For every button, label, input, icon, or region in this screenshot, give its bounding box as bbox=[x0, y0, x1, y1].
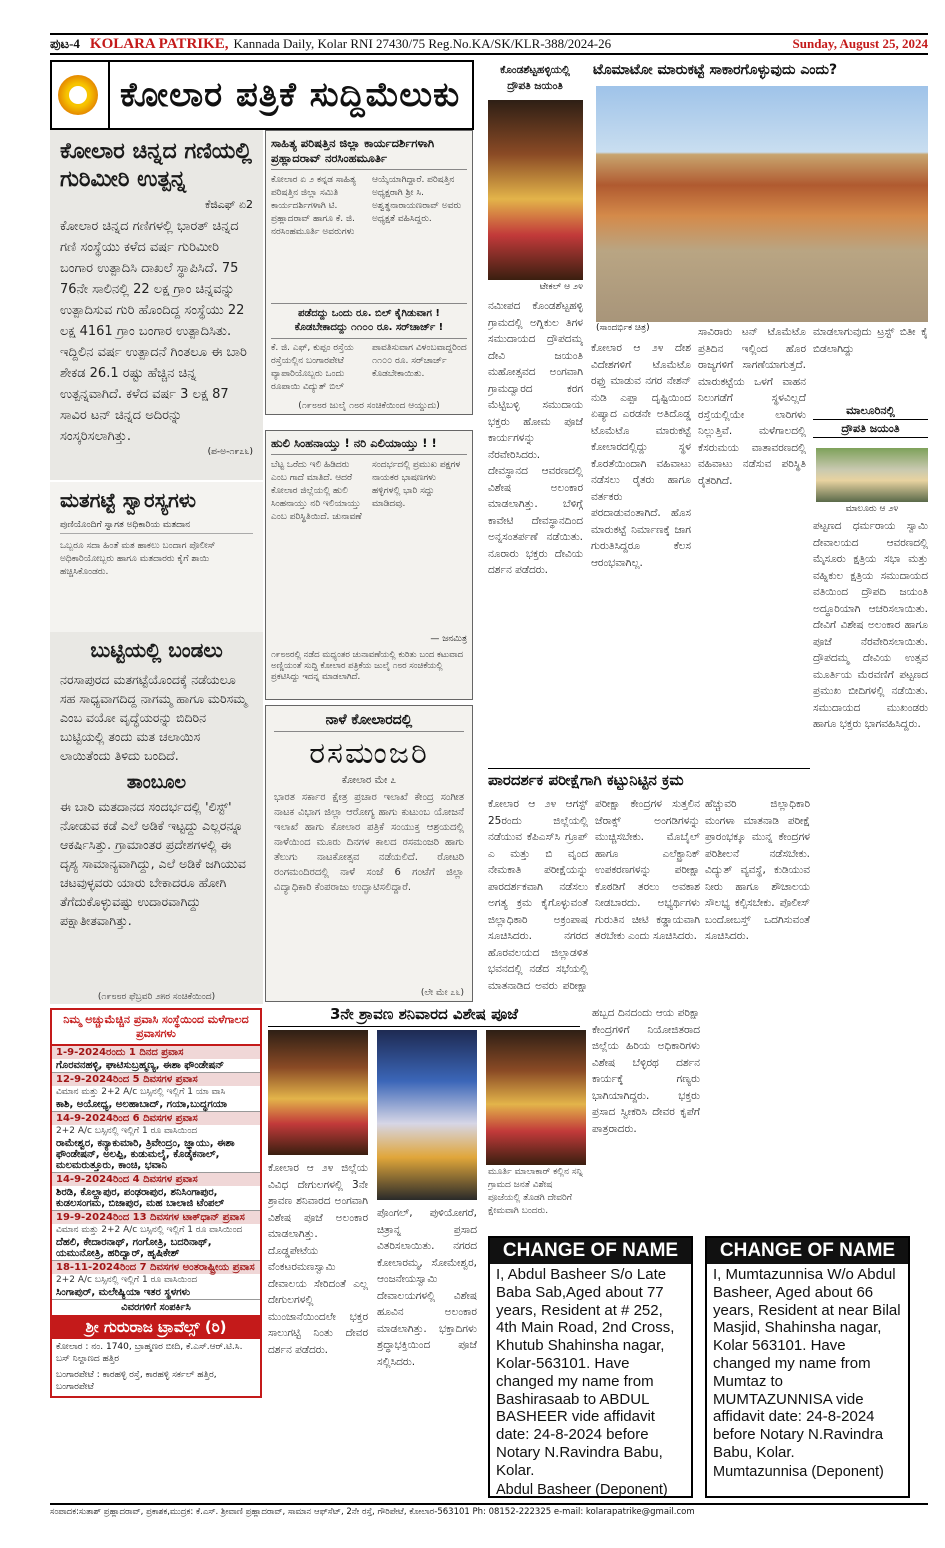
rasamanjari-clipping bbox=[265, 705, 473, 1002]
gold-mine-headline: ಕೋಲಾರ ಚಿನ್ನದ ಗಣಿಯಲ್ಲಿ ಗುರಿಮೀರಿ ಉತ್ಪನ್ನ bbox=[60, 139, 253, 192]
travel-trip-places: ರಾಮೇಶ್ವರ, ಕನ್ಯಾಕುಮಾರಿ, ತ್ರಿವೇಂದ್ರಂ, ಜ್ಞಾಯು, ಈಶಾ ಫೌಂಡೇಷನ್, ಅಲಪ್ಪಿ, ಕುಡುಮಲೈ, ಕೊಡೈಕನಾಲ್, ಮಲಮರುತ್ತೂರು, ಕಾಂಚಿ, ಭವಾನಿ bbox=[56, 1138, 235, 1171]
travel-trip bbox=[52, 1211, 260, 1261]
maluru-title-line2: ದ್ರೌಪತಿ ಜಯಂತಿ bbox=[813, 419, 928, 438]
travel-trip-date: 12-9-2024ರಿಂದ 5 ದಿವಸಗಳ ಪ್ರವಾಸ bbox=[52, 1073, 260, 1086]
travel-company-name: ಶ್ರೀ ಗುರುರಾಜ ಟ್ರಾವೆಲ್ಸ್ (ರಿ) bbox=[52, 1315, 260, 1339]
tambula-headline: ತಾಂಬೂಲ bbox=[126, 772, 187, 793]
con2-signature: Mumtazunnisa (Deponent) bbox=[713, 1463, 884, 1480]
rasamanjari-dateline: ಕೋಲಾರ ಮೇ ೭ bbox=[341, 775, 397, 786]
shravana-photo-2 bbox=[377, 1030, 477, 1200]
sahitya-caption: (೧೯೮೮ರ ಜುಲೈ ೧೮ರ ಸಂಚಿಕೆಯಿಂದ ಆಯ್ದುದು) bbox=[298, 401, 440, 411]
travel-trip-places: ದೆಹಲಿ, ಕೇದಾರನಾಥ್, ಗಂಗೋತ್ರಿ, ಬದರಿನಾಥ್, ಯಮುನೋತ್ರಿ, ಹರಿದ್ವಾರ್, ಹೃಷಿಕೇಶ್ bbox=[56, 1237, 212, 1259]
shravana-body-col2: ಪೊಂಗಲ್, ಪುಳಿಯೋಗರೆ, ಚಿತ್ರಾನ್ನ ಪ್ರಸಾದ ವಿತರಿಸಲಾಯಿತು. ನಗರದ ಕೋಲಾರಮ್ಮ, ಸೋಮೇಶ್ವರ, ಆಂಜನೇಯಸ್ವಾಮಿ ದೇವಾಲಯಗಳಲ್ಲಿ ವಿಶೇಷ ಹೂವಿನ ಅಲಂಕಾರ ಮಾಡಲಾಗಿತ್ತು. ಭಕ್ತಾದಿಗಳು ಶ್ರದ್ಧಾಭಕ್ತಿಯಿಂದ ಪೂಜೆ ಸಲ್ಲಿಸಿದರು. bbox=[377, 1207, 477, 1368]
polling-booth-headline: ಮತಗಟ್ಟೆ ಸ್ವಾರಸ್ಯಗಳು bbox=[60, 488, 197, 512]
travel-trip-info: ವಿಮಾನ ಮತ್ತು 2+2 A/c ಬಸ್ಸಿನಲ್ಲಿ ಇಲ್ಲಿಗೆ 1 ಯಾ ವಾಸಿ bbox=[56, 1087, 226, 1097]
draupadi-body: ನಮೀಪದ ಕೊಂಡಶೆಟ್ಟಹಳ್ಳಿ ಗ್ರಾಮದಲ್ಲಿ ಅಗ್ನಿಕುಲ ತಿಗಳ ಸಮುದಾಯದ ದ್ರೌಪದಮ್ಮ ದೇವಿ ಜಯಂತಿ ಮಹೋತ್ಸವದ ಅಂಗವಾಗಿ ಗ್ರಾಮದ್ವಾರದ ಕರಗ ಮೆಟ್ಟಿಬಳ್ಳಿ ಸಮುದಾಯ ಭಕ್ತರು ಹೋಮ ಪೂಜೆ ಕಾರ್ಯಗಳನ್ನು ನೆರವೇರಿಸಿದರು. ದೇವಸ್ಥಾನದ ಆವರಣದಲ್ಲಿ ವಿಶೇಷ ಅಲಂಕಾರ ಮಾಡಲಾಗಿತ್ತು. ಬೆಳಿಗ್ಗೆ ಕಾವೇಟಿ ದೇವಸ್ಥಾನದಿಂದ ಅನ್ನಸಂತರ್ಪಣೆ ನಡೆಯಿತು. ನೂರಾರು ಭಕ್ತರು ದೇವಿಯ ದರ್ಶನ ಪಡೆದರು. bbox=[488, 300, 583, 576]
polling-booth-article bbox=[50, 482, 263, 632]
draupadi-title bbox=[485, 62, 585, 98]
footer-text: ಸಂಪಾದಕ:ಸುತಾಶ್ ಪ್ರಹ್ಲಾದರಾವ್, ಪ್ರಕಾಶಕ,ಮುದ್ರಕ: ಕೆ.ಎಸ್. ಶ್ರೀವಾಣಿ ಪ್ರಹ್ಲಾದರಾವ್, ಸಾಮಾನ ಆಫ್‌ಸೆಟ್, 2ನೇ ರಸ್ತೆ, ಗೌರಿಪೇಟೆ, ಕೋಲಾರ-563101 Ph: 08152-222325 e-mail: kolarapatrike@gmail.com bbox=[50, 1507, 695, 1517]
travel-trip-places: ಕಾಶಿ, ಅಯೋಧ್ಯ, ಅಲಹಾಬಾದ್, ಗಯಾ,ಬುದ್ಧಗಯಾ bbox=[56, 1099, 227, 1110]
tiger-lion-body: ಬೆಟ್ಟ ಒರೆದು ಇಲಿ ಹಿಡಿದರು ಎಂಬ ಗಾದೆ ಮಾತಿದೆ. ಆದರೆ ಕೋಲಾರ ಜಿಲ್ಲೆಯಲ್ಲಿ ಹುಲಿ ಸಿಂಹನಾಯ್ತು ನರಿ ಇಲಿಯಾಯ್ತು ಎಂಬ ಪರಿಸ್ಥಿತಿಯಿದೆ. ಚುನಾವಣೆ ಸಂದರ್ಭದಲ್ಲಿ ಪ್ರಮುಖ ಪಕ್ಷಗಳ ನಾಯಕರ ಭಾಷಣಗಳು ಹಳ್ಳಿಗಳಲ್ಲಿ ಭಾರಿ ಸದ್ದು ಮಾಡಿದವು. bbox=[271, 460, 461, 522]
travel-trip-info: 2+2 A/c ಬಸ್ಸಿನಲ್ಲಿ ಇಲ್ಲಿಗೆ 1 ರೂ ವಾಸಿಯಿಂದ bbox=[56, 1275, 198, 1285]
con1-body: I, Abdul Basheer S/o Late Baba Sab,Aged about 77 years, Resident at # 252, 4th Main Road, 2nd Cross, Khutub Shahinsha nagar, Kolar-563101. Have changed my name from Bashirasaab to ABDUL BASHEER vide affidavit date: 24-8-2024 before Notary N.Ravindra Babu, Kolar. bbox=[496, 1266, 675, 1479]
polling-booth-body: ಒಬ್ಬರೂ ಸದಾ ಹಿಂತೆ ಮತ ಹಾಕಲು ಬಂದಾಗ ಪೊಲೀಸ್ ಅಧಿಕಾರಿಯೋಬ್ಬರು ಹಾಗೂ ಮತದಾರರು ಕೈಗೆ ಶಾಯಿ ಹಚ್ಚಿಸಿಕೊಂಡರು. bbox=[60, 541, 216, 577]
issue-date: Sunday, August 25, 2024 bbox=[792, 36, 928, 51]
sahitya-headline: ಸಾಹಿತ್ಯ ಪರಿಷತ್ತಿನ ಜಿಲ್ಲಾ ಕಾರ್ಯದರ್ಶಿಗಳಾಗಿ ಪ್ರಹ್ಲಾದರಾವ್ ನರಸಿಂಹಮೂರ್ತಿ bbox=[271, 136, 467, 170]
paper-subtitle: Kannada Daily, Kolar RNI 27430/75 Reg.No.KA/SK/KLR-388/2024-26 bbox=[233, 36, 612, 51]
travel-trip-places: ಗೊರವನಹಳ್ಳಿ, ಘಾಟಿಸುಬ್ರಹ್ಮಣ್ಯ, ಈಶಾ ಫೌಂಡೇಷನ್ bbox=[56, 1060, 225, 1071]
change-of-name-notice-1 bbox=[488, 1236, 693, 1498]
travel-address-2: ಬಂಗಾರಪೇಟೆ : ಕಾರಹಳ್ಳಿ ರಸ್ತೆ, ಕಾರಹಳ್ಳಿ ಸರ್ಕಲ್ ಹತ್ತಿರ, ಬಂಗಾರಪೇಟೆ bbox=[56, 1370, 217, 1392]
travel-trip-date: 1-9-2024ರಂದು 1 ದಿನದ ಪ್ರವಾಸ bbox=[52, 1046, 260, 1059]
rasamanjari-headline: ರಸಮಂಜರಿ bbox=[309, 736, 429, 771]
maluru-title bbox=[813, 402, 928, 442]
tambula-body: ಈ ಬಾರಿ ಮತದಾನದ ಸಂದರ್ಭದಲ್ಲಿ 'ಲಿಸ್ಟ್' ನೋಡುವ ಕಡೆ ಎಲೆ ಅಡಿಕೆ ಇಟ್ಟದ್ದು ಎಲ್ಲರನ್ನೂ ಆಕರ್ಷಿಸಿತ್ತು. ಗ್ರಾಮಾಂತರ ಪ್ರದೇಶಗಳಲ್ಲಿ ಈ ದೃಶ್ಯ ಸಾಮಾನ್ಯವಾಗಿದ್ದು, ಎಲೆ ಅಡಿಕೆ ಜಗಿಯುವ ಚಟವುಳ್ಳವರು ಯಾರು ಬೇಕಾದರೂ ಹೋಗಿ ತೆಗೆದುಕೊಳ್ಳುವಷ್ಟು ಉದಾರವಾಗಿದ್ದು ಪಕ್ಷಾತೀತವಾಗಿತ್ತು. bbox=[60, 799, 246, 928]
rasamanjari-kicker: ನಾಳೆ ಕೋಲಾರದಲ್ಲಿ bbox=[274, 712, 464, 732]
travel-trip-date: 14-9-2024ರಿಂದ 6 ದಿವಸಗಳ ಪ್ರವಾಸ bbox=[52, 1112, 260, 1125]
travel-ad-heading: ನಿಮ್ಮ ಅಚ್ಚುಮೆಚ್ಚಿನ ಪ್ರವಾಸಿ ಸಂಸ್ಥೆಯಿಂದ ಮಳೆಗಾಲದ ಪ್ರವಾಸಗಳು bbox=[52, 1010, 260, 1046]
travel-trip-date: 18-11-2024ರಿಂದ 7 ದಿವಸಗಳ ಅಂತರಾಷ್ಟ್ರೀಯ ಪ್ರವಾಸ bbox=[52, 1261, 260, 1274]
travel-address-1: ಕೋಲಾರ : ನಂ. 1740, ಬ್ರಾಹ್ಮಣರ ಬೀದಿ, ಕೆ.ಎಸ್.ಆರ್.ಟಿ.ಸಿ. ಬಸ್ ನಿಲ್ದಾಣದ ಹತ್ತಿರ bbox=[56, 1342, 243, 1364]
draupadi-photo-caption: ಟೇಕಲ್ ಆ ೨೪ bbox=[539, 282, 583, 292]
paper-name: KOLARA PATRIKE, bbox=[89, 35, 229, 52]
basket-headline: ಬುಟ್ಟಿಯಲ್ಲಿ ಬಂಡಲು bbox=[90, 638, 223, 662]
travel-trip bbox=[52, 1112, 260, 1173]
tomato-body-col1: ಕೋಲಾರ ಆ ೨೪ ದೇಶ ವಿದೇಶಗಳಿಗೆ ಟೊಮೆಟೊ ರಫ್ತು ಮಾಡುವ ನಗರ ನೇಶನ್ ನುಡಿ ಎಪ್ಪಾ ದೃಷ್ಟಿಯಿಂದ ಏಷ್ಯಾದ ಎರಡನೇ ಅತಿದೊಡ್ಡ ಟೊಮೆಟೊ ಮಾರುಕಟ್ಟೆ ಕೋಲಾರದಲ್ಲಿದ್ದು ಸ್ಥಳ ಕೊರತೆಯಿಂದಾಗಿ ವಹಿವಾಟು ನಡೆಸಲು ರೈತರು ಹಾಗೂ ವರ್ತಕರು ಪರದಾಡುವಂತಾಗಿದೆ. ಹೊಸ ಮಾರುಕಟ್ಟೆ ನಿರ್ಮಾಣಕ್ಕೆ ಜಾಗ ಗುರುತಿಸಿದ್ದರೂ ಕೆಲಸ ಆರಂಭವಾಗಿಲ್ಲ. bbox=[591, 342, 691, 569]
maluru-title-line1: ಮಾಲೂರಿನಲ್ಲಿ bbox=[846, 404, 895, 417]
travel-trip bbox=[52, 1261, 260, 1300]
shravana-body-col1: ಕೋಲಾರ ಆ ೨೪ ಜಿಲ್ಲೆಯ ವಿವಿಧ ದೇಗುಲಗಳಲ್ಲಿ 3ನೇ ಶ್ರಾವಣ ಶನಿವಾರದ ಅಂಗವಾಗಿ ವಿಶೇಷ ಪೂಜೆ ಅಲಂಕಾರ ಮಾಡಲಾಗಿತ್ತು. ದೊಡ್ಡಪೇಟೆಯ ವೆಂಕಟರಮಣಸ್ವಾಮಿ ದೇವಾಲಯ ಸೇರಿದಂತೆ ಎಲ್ಲ ದೇಗುಲಗಳಲ್ಲಿ ಮುಂಜಾನೆಯಿಂದಲೇ ಭಕ್ತರ ಸಾಲುಗಟ್ಟಿ ನಿಂತು ದೇವರ ದರ್ಶನ ಪಡೆದರು. bbox=[268, 1162, 368, 1356]
tiger-lion-byline: — ಜನಮಿತ್ರ bbox=[430, 634, 467, 644]
page-number: ಪುಟ-4 bbox=[50, 36, 80, 51]
maluru-photo-caption: ಮಾಲೂರು ಆ ೨೪ bbox=[845, 504, 899, 514]
basket-body: ನರಸಾಪುರದ ಮತಗಟ್ಟೆಯೊಂದಕ್ಕೆ ನಡೆಯಲೂ ಸಹ ಸಾಧ್ಯವಾಗದಿದ್ದ ನಾಗಮ್ಮ ಹಾಗೂ ಮರಿಸಮ್ಮ ಎಂಬ ವಯೋ ವೃದ್ಧೆಯರನ್ನು ಬಿದಿರಿನ ಬುಟ್ಟಿಯಲ್ಲಿ ತಂದು ಮತ ಚಲಾಯಿಸ ಲಾಯಿತೆಂದು ತಿಳಿದು ಬಂದಿದೆ. bbox=[60, 672, 247, 763]
rasamanjari-body: ಭಾರತ ಸರ್ಕಾರ ಕ್ಷೇತ್ರ ಪ್ರಚಾರ ಇಲಾಖೆ ಕೇಂದ್ರ ಸಂಗೀತ ನಾಟಕ ವಿಭಾಗ ಜಿಲ್ಲಾ ಆರೋಗ್ಯ ಹಾಗು ಕುಟುಂಬ ಯೋಜನೆ ಇಲಾಖೆ ಹಾಗು ಕೋಲಾರ ಪತ್ರಿಕೆ ಸಂಯುಕ್ತ ಆಶ್ರಯದಲ್ಲಿ ನಾಳೆಯಿಂದ ಮೂರು ದಿನಗಳ ಕಾಲದ ರಸಮಂಜರಿ ಹಾಗು ತೆಲುಗು ನಾಟಕೋತ್ಸವ ನಡೆಯಲಿದೆ. ರೋಟರಿ ರಂಗಮಂದಿರದಲ್ಲಿ ನಾಳೆ ಸಂಜೆ 6 ಗಂಟೆಗೆ ಜಿಲ್ಲಾ ವಿದ್ಯಾಧಿಕಾರಿ ಕೆಂಪರಾಜು ಉದ್ಘಾಟಿಸಲಿದ್ದಾರೆ. bbox=[274, 792, 464, 893]
exam-body-col3: ಹೆಚ್ಚುವರಿ ಜಿಲ್ಲಾಧಿಕಾರಿ ಮಂಗಳಾ ಮಾತನಾಡಿ ಪರೀಕ್ಷೆ ಪ್ರಾರಂಭಕ್ಕೂ ಮುನ್ನ ಕೇಂದ್ರಗಳ ಪರಿಶೀಲನೆ ನಡೆಸಬೇಕು. ವಿದ್ಯುತ್ ವ್ಯವಸ್ಥೆ, ಕುಡಿಯುವ ನೀರು ಹಾಗೂ ಶೌಚಾಲಯ ಸೌಲಭ್ಯ ಕಲ್ಪಿಸಬೇಕು. ಪೊಲೀಸ್ ಬಂದೋಬಸ್ತ್ ಒದಗಿಸುವಂತೆ ಸೂಚಿಸಿದರು. bbox=[705, 798, 810, 942]
tomato-body-col2: ಸಾವಿರಾರು ಟನ್ ಟೊಮೆಟೊ ಪ್ರತಿದಿನ ಇಲ್ಲಿಂದ ಹೊರ ರಾಜ್ಯಗಳಿಗೆ ಸಾಗಣೆಯಾಗುತ್ತದೆ. ಮಾರುಕಟ್ಟೆಯ ಒಳಗೆ ವಾಹನ ನಿಲುಗಡೆಗೆ ಸ್ಥಳವಿಲ್ಲದೆ ರಸ್ತೆಯಲ್ಲಿಯೇ ಲಾರಿಗಳು ನಿಲ್ಲುತ್ತಿವೆ. ಮಳೆಗಾಲದಲ್ಲಿ ಕೆಸರುಮಯ ವಾತಾವರಣದಲ್ಲಿ ವಹಿವಾಟು ನಡೆಸುವ ಪರಿಸ್ಥಿತಿ ರೈತರಿಗಿದೆ. bbox=[698, 326, 806, 487]
tomato-photo-caption: (ಸಾಂದರ್ಭಿಕ ಚಿತ್ರ) bbox=[596, 323, 650, 333]
masthead bbox=[50, 60, 474, 130]
travel-trip bbox=[52, 1046, 260, 1073]
gold-mine-endmark: (ಪ-ಅ-೧೯೭೬) bbox=[207, 447, 253, 457]
rasamanjari-caption: (ಲೇ ಮೇ ೭೬) bbox=[420, 988, 464, 998]
draupadi-title-line2: ದ್ರೌಪತಿ ಜಯಂತಿ bbox=[507, 80, 563, 92]
travel-trip-places: ಶಿರಡಿ, ಕೊಲ್ಹಾಪುರ, ಪಂಢರಾಪುರ, ಶನಿಸಿಂಗಾಪುರ, ಕುಡಲಸಂಗಮ, ಬಿಜಾಪುರ, ಮಹ ಬಾಲಾಜಿ ಟೆಂಪಲ್ bbox=[56, 1187, 225, 1209]
tomato-continuation: ಮಾಡಲಾಗುವುದು ಟ್ರಸ್ಟ್ ಬಿತೀ ಕೈ ಬಿಡಲಾಗಿದ್ದು bbox=[813, 326, 928, 355]
exam-body-col2: ಪರೀಕ್ಷಾ ಕೇಂದ್ರಗಳ ಸುತ್ತಲಿನ ಜೆರಾಕ್ಸ್ ಅಂಗಡಿಗಳನ್ನು ಮುಚ್ಚಿಸಬೇಕು. ಮೊಬೈಲ್ ಹಾಗೂ ಎಲೆಕ್ಟ್ರಾನಿಕ್ ಉಪಕರಣಗಳನ್ನು ಪರೀಕ್ಷಾ ಕೊಠಡಿಗೆ ತರಲು ಅವಕಾಶ ನೀಡಬಾರದು. ಅಭ್ಯರ್ಥಿಗಳು ಗುರುತಿನ ಚೀಟಿ ಕಡ್ಡಾಯವಾಗಿ ತರಬೇಕು ಎಂದು ಸೂಚಿಸಿದರು. bbox=[595, 798, 700, 942]
travel-trip bbox=[52, 1173, 260, 1211]
page-header bbox=[50, 33, 928, 55]
travel-phone-kolar bbox=[52, 1395, 260, 1398]
surcharge-body: ಕೆ. ಜಿ. ಎಫ್, ಕುಪ್ಪಂ ರಸ್ತೆಯ ರಸ್ತೆಯಲ್ಲಿನ ಬಂಗಾರಪೇಟೆ ವ್ಯಾಪಾರಿಯೊಬ್ಬರು ಒಂದು ರೂಪಾಯಿ ವಿದ್ಯುತ್ ಬಿಲ್ ಪಾವತಿಸುವಾಗ ವಿಳಂಬವಾದ್ದರಿಂದ ೧೧೦೦ ರೂ. ಸರ್‌ಚಾರ್ಜ್ ಕೊಡಬೇಕಾಯಿತು. bbox=[271, 343, 467, 392]
shravana-headline: 3ನೇ ಶ್ರಾವಣ ಶನಿವಾರದ ವಿಶೇಷ ಪೂಜೆ bbox=[268, 1005, 580, 1027]
gold-mine-article bbox=[50, 130, 263, 480]
polling-booth-subheads: ಪುಣಿಯೊಂದಿಗೆ ಸ್ವಾಗತ ಅಧಿಕಾರಿಯ ಮತದಾನ bbox=[60, 520, 253, 534]
exam-body-col1: ಕೋಲಾರ ಆ ೨೪ ಆಗಸ್ಟ್ 25ರಂದು ಜಿಲ್ಲೆಯಲ್ಲಿ ನಡೆಯುವ ಕೆಪಿಎಸ್‌ಸಿ ಗ್ರೂಪ್ ಎ ಮತ್ತು ಬಿ ವೃಂದ ನೇಮಕಾತಿ ಪರೀಕ್ಷೆಯನ್ನು ಪಾರದರ್ಶಕವಾಗಿ ನಡೆಸಲು ಅಗತ್ಯ ಕ್ರಮ ಕೈಗೊಳ್ಳುವಂತೆ ಜಿಲ್ಲಾಧಿಕಾರಿ ಅಕ್ರಂಪಾಷ ಸೂಚಿಸಿದರು. ನಗರದ ಹೊರವಲಯದ ಜಿಲ್ಲಾಡಳಿತ ಭವನದಲ್ಲಿ ನಡೆದ ಸಭೆಯಲ್ಲಿ ಮಾತನಾಡಿದ ಅವರು ಪರೀಕ್ಷಾ bbox=[488, 798, 588, 992]
maluru-body: ಪಟ್ಟಣದ ಧರ್ಮರಾಯ ಸ್ವಾಮಿ ದೇವಾಲಯದ ಆವರಣದಲ್ಲಿ ಮೈಸೂರು ಕ್ಷತ್ರಿಯ ಸಭಾ ಮತ್ತು ವಹ್ನಿಕುಲ ಕ್ಷತ್ರಿಯ ಸಮುದಾಯದ ವತಿಯಿಂದ ದ್ರೌಪದಿ ಜಯಂತಿ ಅದ್ಧೂರಿಯಾಗಿ ಆಚರಿಸಲಾಯಿತು. ದೇವಿಗೆ ವಿಶೇಷ ಅಲಂಕಾರ ಹಾಗೂ ಪೂಜೆ ನೆರವೇರಿಸಲಾಯಿತು. ದ್ರೌಪದಮ್ಮ ದೇವಿಯ ಉತ್ಸವ ಮೂರ್ತಿಯ ಮೆರವಣಿಗೆ ಪಟ್ಟಣದ ಪ್ರಮುಖ ಬೀದಿಗಳಲ್ಲಿ ನಡೆಯಿತು. ಸಮುದಾಯದ ಮುಖಂಡರು ಹಾಗೂ ಭಕ್ತರು ಭಾಗವಹಿಸಿದ್ದರು. bbox=[813, 520, 928, 730]
maluru-photo bbox=[816, 448, 928, 502]
exam-headline: ಪಾರದರ್ಶಕ ಪರೀಕ್ಷೆಗಾಗಿ ಕಟ್ಟುನಿಟ್ಟಿನ ಕ್ರಮ bbox=[488, 768, 810, 790]
tiger-lion-headline: ಹುಲಿ ಸಿಂಹನಾಯ್ತು ! ನರಿ ಎಲಿಯಾಯ್ತು ! ! bbox=[271, 436, 467, 455]
travel-trip-places: ಸಿಂಗಾಪುರ್, ಮಲೇಷ್ಯಿಯಾ ಇತರ ಸ್ಥಳಗಳು bbox=[56, 1287, 191, 1298]
tiger-lion-caption: ೧೯೮೮ರಲ್ಲಿ ನಡೆದ ಮಧ್ಯಂತರ ಚುನಾವಣೆಯಲ್ಲಿ ಕುರಿತು ಬಂದ ಕಟುವಾದ ಅಣ್ಣಿಯಂತೆ ಸುದ್ದಿ ಕೋಲಾರ ಪತ್ರಿಕೆಯ ಜುಲೈ ೧೮ರ ಸಂಚಿಕೆಯಲ್ಲಿ ಪ್ರಕಟಿಸಿದ್ದು ಇದನ್ನ ಮಾಡಲಾಗಿದೆ. bbox=[271, 650, 464, 682]
con2-body: I, Mumtazunnisa W/o Abdul Basheer, Aged about 66 years, Resident at near Bilal Masjid, Shahinsha nagar, Kolar 563101. Have changed my name from Mumtaz to MUMTAZUNNISA vide affidavit date: 24-8-2024 before Notary N.Ravindra Babu, Kolar. bbox=[713, 1266, 901, 1461]
con2-title: CHANGE OF NAME bbox=[707, 1238, 908, 1264]
paper-logo-icon bbox=[58, 75, 98, 115]
shravana-photo-1 bbox=[268, 1030, 368, 1155]
tomato-market-photo bbox=[596, 86, 928, 322]
surcharge-headline: ಪಡೆದದ್ದು ಒಂದು ರೂ. ಬಿಲ್ ಕೈಗಿಡುವಾಗ ! ಕೊಡಬೇಕಾದದ್ದು ೧೧೦೦ ರೂ. ಸರ್‌ಚಾರ್ಜ್ ! bbox=[271, 303, 467, 339]
travel-contact-label: ವಿವರಗಳಿಗೆ ಸಂಪರ್ಕಿಸಿ bbox=[121, 1302, 191, 1313]
travel-trip bbox=[52, 1073, 260, 1112]
masthead-title: ಕೋಲಾರ ಪತ್ರಿಕೆ ಸುದ್ದಿಮೆಲುಕು bbox=[108, 62, 460, 128]
con1-signature: Abdul Basheer (Deponent) bbox=[496, 1481, 668, 1498]
draupadi-title-line1: ಕೊಂಡಶೆಟ್ಟಹಳ್ಳಿಯಲ್ಲಿ bbox=[500, 64, 570, 76]
shravana-body-col3: ಹಬ್ಬದ ದಿನದಂದು ಆಯ ಪರಿಕ್ಷಾ ಕೇಂದ್ರಗಳಿಗೆ ನಿಯೋಜಿತರಾದ ಜಿಲ್ಲೆಯ ಹಿರಿಯ ಅಧಿಕಾರಿಗಳು ವಿಶೇಷ ಬೆಳ್ಳಿರಥ ದರ್ಶನ ಕಾರ್ಯಕ್ಕೆ ಗಣ್ಯರು ಭಾಗಿಯಾಗಿದ್ದರು. ಭಕ್ತರು ಪ್ರಸಾದ ಸ್ವೀಕರಿಸಿ ದೇವರ ಕೃಪೆಗೆ ಪಾತ್ರರಾದರು. bbox=[592, 1007, 700, 1135]
travel-trip-info: 2+2 A/c ಬಸ್ಸಿನಲ್ಲಿ ಇಲ್ಲಿಗೆ 1 ರೂ ವಾಸಿಯಿಂದ bbox=[56, 1126, 198, 1136]
gold-mine-dateline: ಕೆಜಿಎಫ್ ಏ2 bbox=[204, 198, 253, 211]
page-footer bbox=[50, 1503, 928, 1519]
tomato-headline: ಟೊಮಾಟೋ ಮಾರುಕಟ್ಟೆ ಸಾಕಾರಗೊಳ್ಳುವುದು ಎಂದು? bbox=[593, 62, 838, 78]
travel-trip-date: 19-9-2024ರಿಂದ 13 ದಿವಸಗಳ ಟಾಕ್‌ಧಾನ್ ಪ್ರವಾಸ bbox=[52, 1211, 260, 1224]
basket-article bbox=[50, 632, 263, 1004]
con1-title: CHANGE OF NAME bbox=[490, 1238, 691, 1264]
travel-trip-info: ವಿಮಾನ ಮತ್ತು 2+2 A/c ಬಸ್ಸಿನಲ್ಲಿ ಇಲ್ಲಿಗೆ 1 ರೂ ವಾಸಿಯಿಂದ bbox=[56, 1225, 243, 1235]
shravana-photo-3 bbox=[486, 1030, 586, 1165]
tiger-lion-clipping bbox=[265, 430, 473, 700]
sahitya-clipping bbox=[265, 130, 473, 415]
travel-ad bbox=[50, 1008, 262, 1398]
change-of-name-notice-2 bbox=[705, 1236, 910, 1498]
travel-trip-date: 14-9-2024ರಿಂದ 4 ದಿವಸಗಳ ಪ್ರವಾಸ bbox=[52, 1173, 260, 1186]
travel-trip-list bbox=[52, 1046, 260, 1300]
sahitya-body: ಕೋಲಾರ ಏ ೨ ಕನ್ನಡ ಸಾಹಿತ್ಯ ಪರಿಷತ್ತಿನ ಜಿಲ್ಲಾ ಸಮಿತಿ ಕಾರ್ಯದರ್ಶಿಗಳಾಗಿ ಟಿ. ಪ್ರಹ್ಲಾದರಾವ್ ಹಾಗೂ ಕೆ. ಜಿ. ನರಸಿಂಹಮೂರ್ತಿ ಅವರುಗಳು ಆಯ್ಕೆಯಾಗಿದ್ದಾರೆ. ಪರಿಷತ್ತಿನ ಅಧ್ಯಕ್ಷರಾಗಿ ಶ್ರೀ ಸಿ. ಅಶ್ವತ್ಥನಾರಾಯಣರಾವ್ ಅವರು ಅಧ್ಯಕ್ಷತೆ ವಹಿಸಿದ್ದರು. bbox=[271, 175, 462, 237]
shravana-photo-3-caption: ಮೂರ್ತಿ ಮಾಲಾಕಾರ್ ಕಲ್ಲಿನ ಸನ್ನಿ ಗ್ರಾಮದ ಜನತೆ ವಿಶೇಷ ಪೂಜೆಯಲ್ಲಿ ತೊಡಗಿ ದೇವರಿಗೆ ಕ್ಷೇಮವಾಗಿ ಬಂದರು. bbox=[488, 1167, 583, 1216]
left-column-caption: (೧೯೮೮ರ ಫೆಬ್ರವರಿ ೨೫ರ ಸಂಚಿಕೆಯಿಂದ) bbox=[97, 992, 216, 1002]
gold-mine-body: ಕೋಲಾರ ಚಿನ್ನದ ಗಣಿಗಳಲ್ಲಿ ಭಾರತ್ ಚಿನ್ನದ ಗಣಿ ಸಂಸ್ಥೆಯು ಕಳೆದ ವರ್ಷ ಗುರಿಮೀರಿ ಬಂಗಾರ ಉತ್ಪಾದಿಸಿ ದಾಖಲೆ ಸ್ಥಾಪಿಸಿದೆ. 75 76ನೇ ಸಾಲಿನಲ್ಲಿ 22 ಲಕ್ಷ ಗ್ರಾಂ ಚಿನ್ನವನ್ನು ಉತ್ಪಾದಿಸುವ ಗುರಿ ಹೊಂದಿದ್ದ ಸಂಸ್ಥೆಯು 22 ಲಕ್ಷ 4161 ಗ್ರಾಂ ಬಂಗಾರ ಉತ್ಪಾದಿಸಿತು. ಇದ್ದಿಲಿನ ವರ್ಷ ಉತ್ಪಾದನೆ ಗಿಂತಲೂ ಈ ಬಾರಿ ಶೇಕಡ 26.1 ರಷ್ಟು ಹೆಚ್ಚಿನ ಚಿನ್ನ ಉತ್ಪನ್ನವಾಗಿದೆ. ಕಳೆದ ವರ್ಷ 3 ಲಕ್ಷ 87 ಸಾವಿರ ಟನ್ ಚಿನ್ನದ ಅದಿರನ್ನು ಸಂಸ್ಕರಿಸಲಾಗಿತ್ತು. bbox=[60, 219, 247, 444]
draupadi-photo bbox=[488, 100, 583, 280]
